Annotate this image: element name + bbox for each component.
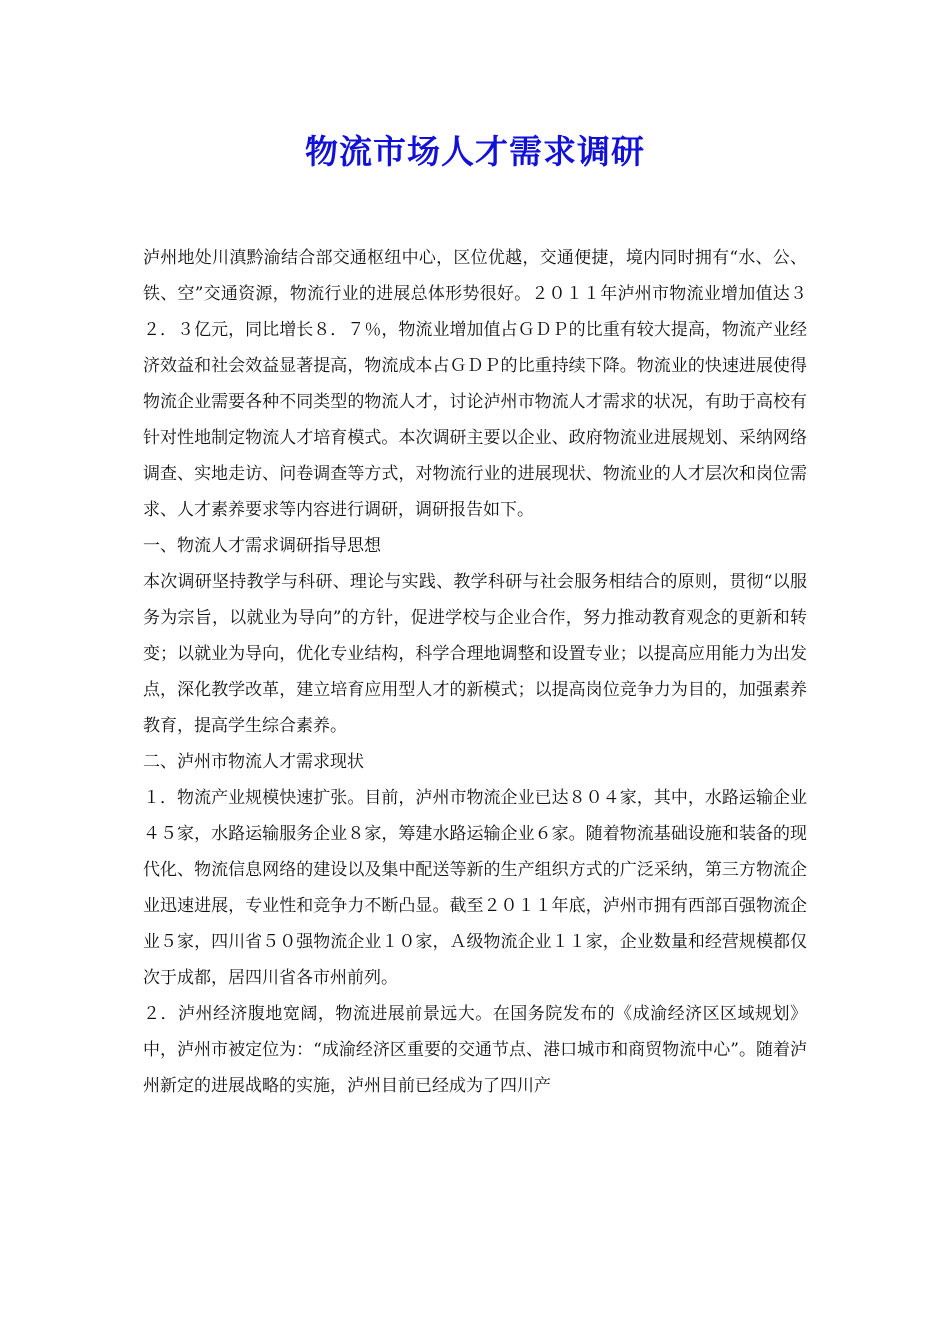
paragraph-industry-scale: １．物流产业规模快速扩张。目前，泸州市物流企业已达８０４家，其中，水路运输企业４５家，水路运输服务企业８家，筹建水路运输企业６家。随着物流基础设施和装备的现代化、物流信息网络的建设以及集中配送等新的生产组织方式的广泛采纳，第三方物流企业迅速进展，专业性和竞争力不断凸显。截至２０１１年底，泸州市拥有西部百强物流企业５家，四川省５０强物流企业１０家，Ａ级物流企业１１家，企业数量和经营规模都仅次于成都，居四川省各市州前列。 bbox=[143, 788, 807, 988]
document-body bbox=[143, 240, 807, 1104]
paragraph-intro: 泸州地处川滇黔渝结合部交通枢纽中心，区位优越，交通便捷，境内同时拥有“水、公、铁、空”交通资源，物流行业的进展总体形势很好。２０１１年泸州市物流业增加值达３２．３亿元，同比增长８．７％，物流业增加值占ＧＤＰ的比重有较大提高，物流产业经济效益和社会效益显著提高，物流成本占ＧＤＰ的比重持续下降。物流业的快速进展使得物流企业需要各种不同类型的物流人才，讨论泸州市物流人才需求的状况，有助于高校有针对性地制定物流人才培育模式。本次调研主要以企业、政府物流业进展规划、采纳网络调查、实地走访、问卷调查等方式，对物流行业的进展现状、物流业的人才层次和岗位需求、人才素养要求等内容进行调研，调研报告如下。 bbox=[143, 248, 807, 520]
paragraph-economic-hinterland: ２．泸州经济腹地宽阔，物流进展前景远大。在国务院发布的《成渝经济区区域规划》中，泸州市被定位为：“成渝经济区重要的交通节点、港口城市和商贸物流中心”。随着泸州新定的进展战略的实施，泸州目前已经成为了四川产 bbox=[143, 1004, 807, 1096]
section-heading-2: 二、泸州市物流人才需求现状 bbox=[143, 752, 364, 772]
paragraph-guiding-principles: 本次调研坚持教学与科研、理论与实践、教学科研与社会服务相结合的原则，贯彻“以服务为宗旨，以就业为导向”的方针，促进学校与企业合作，努力推动教育观念的更新和转变；以就业为导向，优化专业结构，科学合理地调整和设置专业；以提高应用能力为出发点，深化教学改革，建立培育应用型人才的新模式；以提高岗位竞争力为目的，加强素养教育，提高学生综合素养。 bbox=[143, 572, 807, 736]
document-title: 物流市场人才需求调研 bbox=[305, 132, 645, 171]
section-heading-1: 一、物流人才需求调研指导思想 bbox=[143, 536, 381, 556]
